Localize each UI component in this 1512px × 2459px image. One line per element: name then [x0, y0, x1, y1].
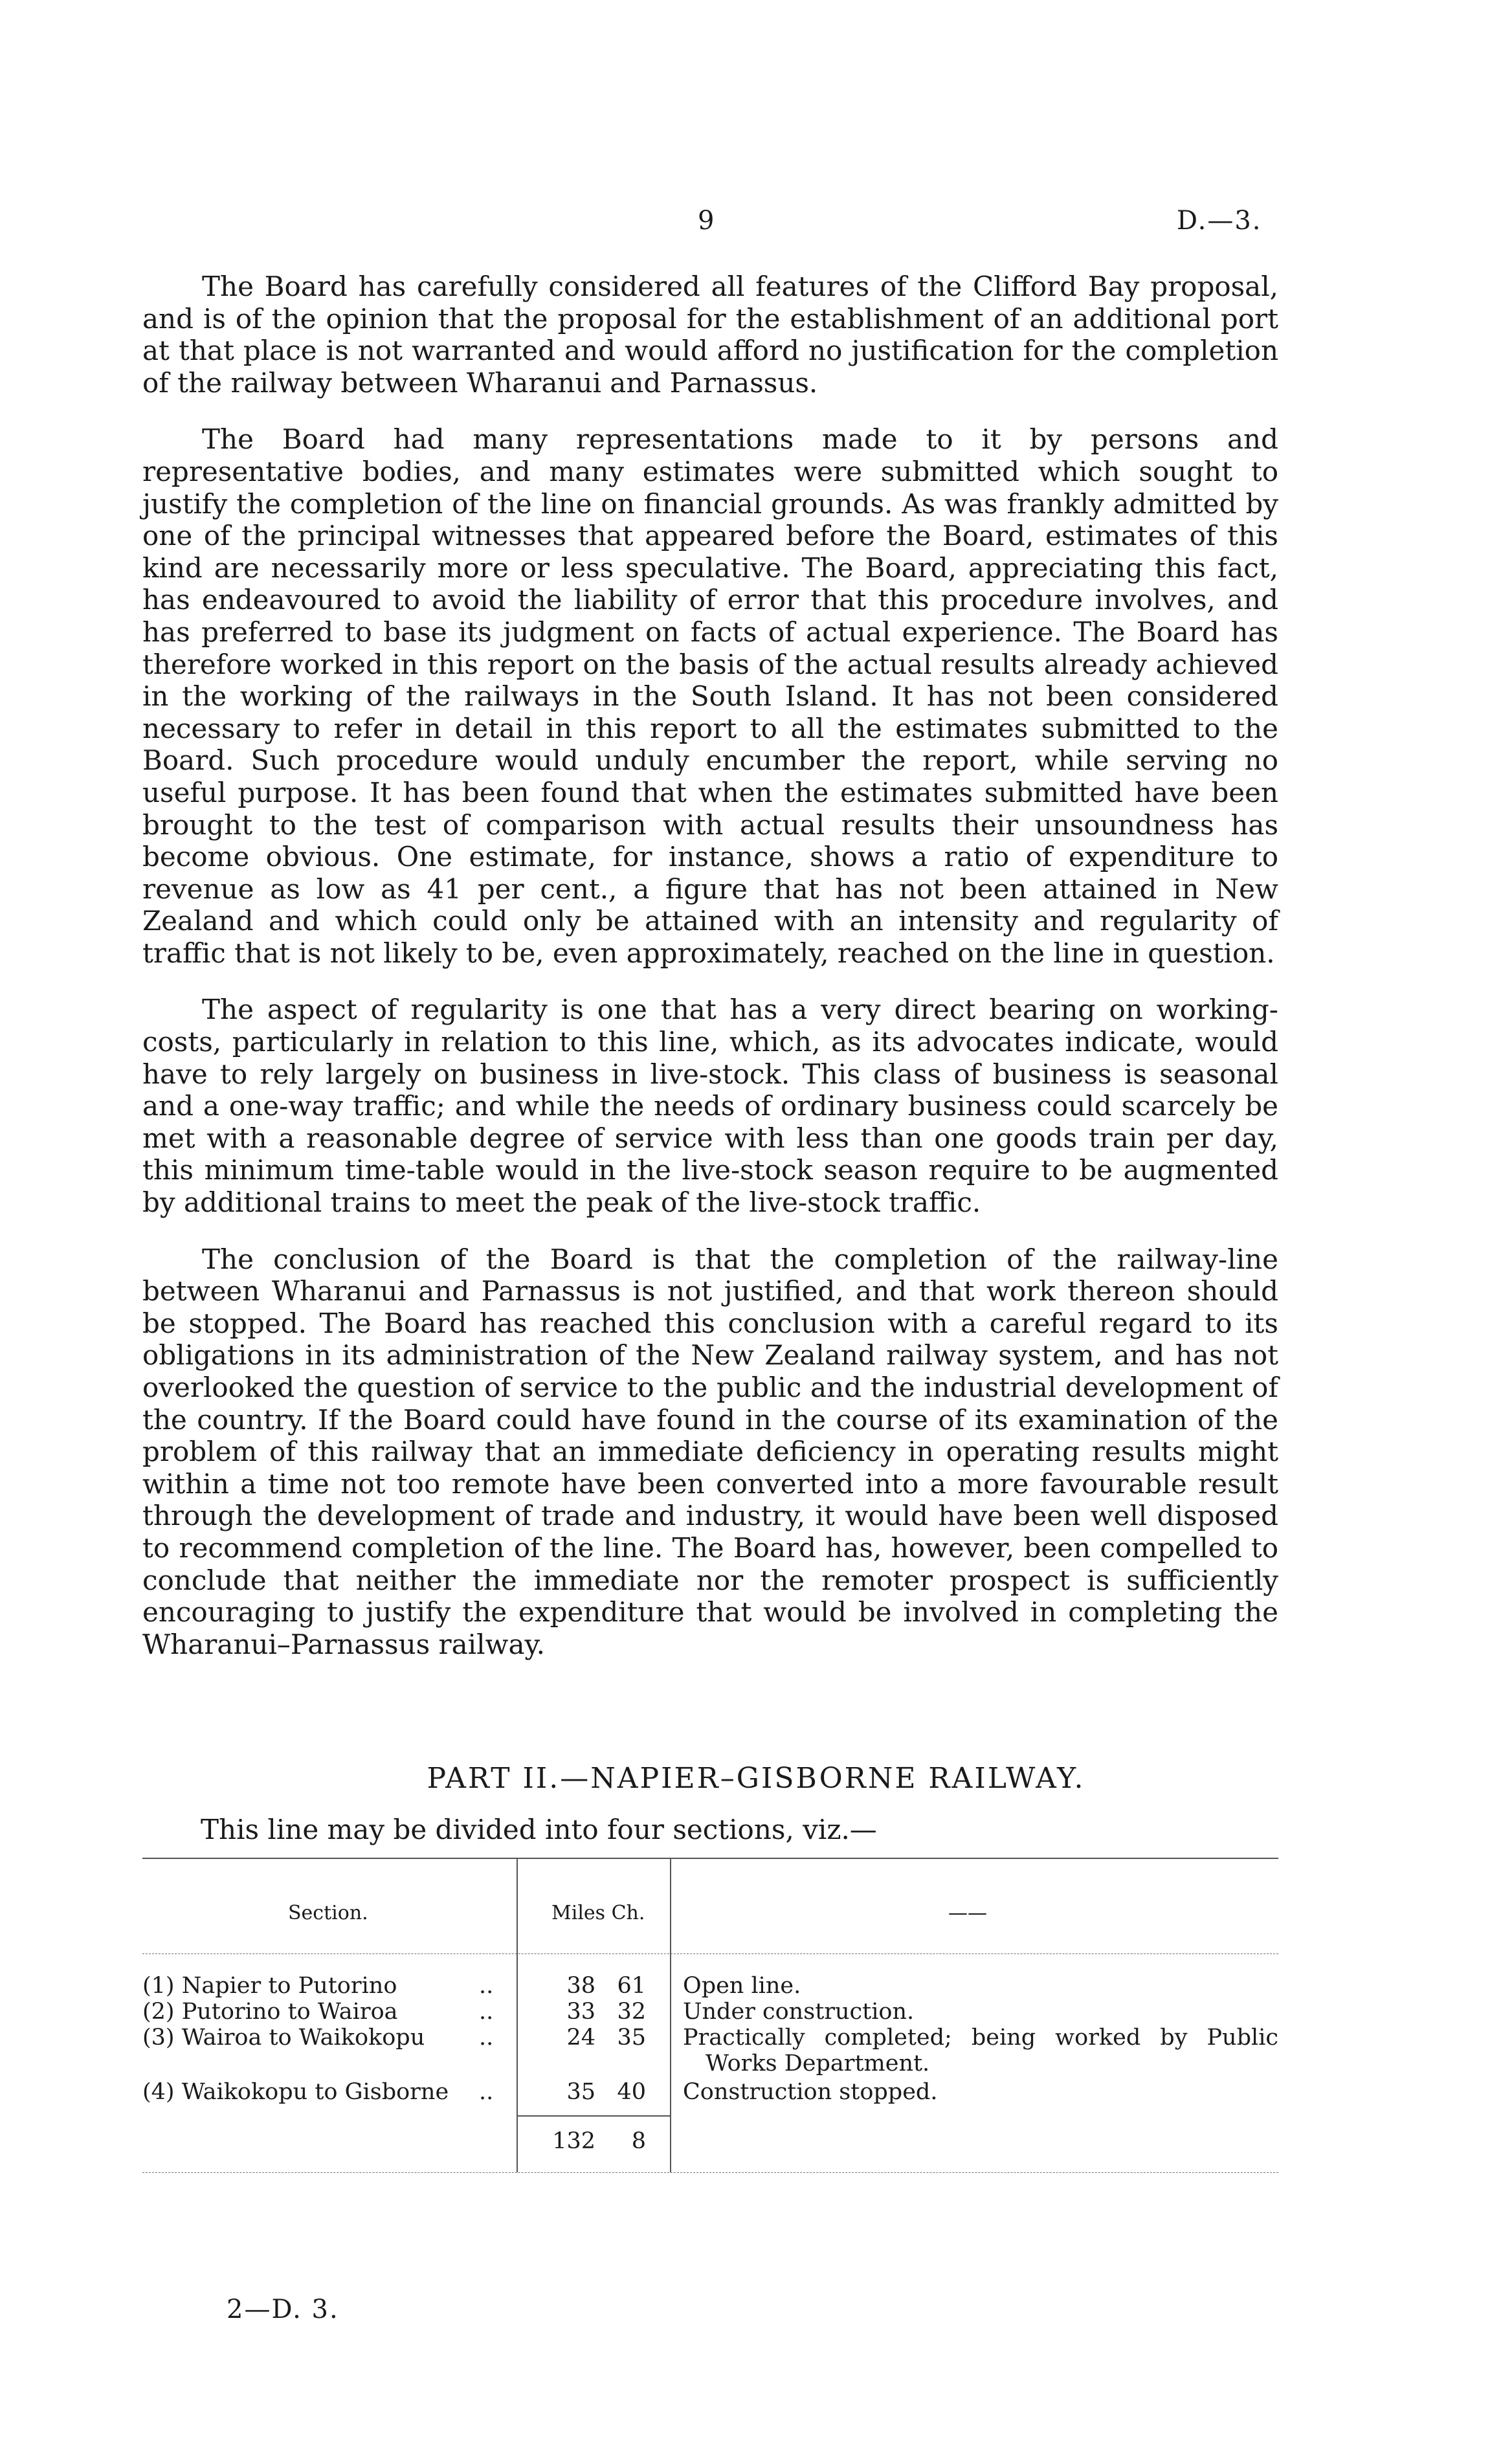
- table-row: [142, 1999, 1278, 2027]
- miles-value: 35: [566, 2079, 595, 2105]
- section-name: (4) Waikokopu to Gisborne: [142, 2079, 449, 2105]
- header-rule: [142, 1953, 1278, 1954]
- chains-value: 40: [617, 2079, 646, 2105]
- paragraph-regularity: The aspect of regularity is one that has a very direct bearing on working-costs, particularly in relation to this line, which, as its advocates indicate, would have to rely largely on business in live-stock. This class of business is seasonal and a one-way traffic; and while the needs of ordinary business could scarcely be met with a reasonable degree of service with less than one goods train per day, this minimum time-table would in the live-stock season require to be augmented by additional trains to meet the peak of the live-stock traffic.: [142, 994, 1278, 1219]
- table-bottom-rule: [142, 2172, 1278, 2173]
- section-name: (2) Putorino to Wairoa: [142, 1999, 398, 2025]
- sections-table: [142, 1858, 1278, 2185]
- part-intro: This line may be divided into four sections, viz.—: [201, 1814, 877, 1845]
- remark-text: Practically completed; being worked by Public: [683, 2025, 1278, 2051]
- total-miles: 132: [552, 2128, 595, 2154]
- miles-value: 38: [566, 1973, 595, 1999]
- total-row: [142, 2128, 1278, 2157]
- table-row: [142, 1973, 1278, 2001]
- page-number: 9: [698, 206, 715, 236]
- part-heading: PART II.—NAPIER–GISBORNE RAILWAY.: [427, 1762, 1085, 1795]
- miles-value: 33: [566, 1999, 595, 2025]
- remark-text: Construction stopped.: [683, 2079, 938, 2105]
- table-top-rule: [142, 1858, 1278, 1859]
- section-name: (3) Wairoa to Waikokopu: [142, 2025, 425, 2051]
- remarks-column-header: ——: [948, 1902, 987, 1924]
- leader-dots: ..: [479, 1973, 494, 1999]
- document-reference: D.—3.: [1177, 206, 1262, 236]
- leader-dots: ..: [479, 2079, 494, 2105]
- paragraph-representations: The Board had many representations made to it by persons and representative bodies, and many estimates were submitted which sought to justify the completion of the line on financial grounds. As was frankly admitted by one of the principal witnesses that appeared before the Board, estimates of this kind are necessarily more or less speculative. The Board, appreciating this fact, has endeavoured to avoid the liability of error that this procedure involves, and has preferred to base its judgment on facts of actual experience. The Board has therefore worked in this report on the basis of the actual results already achieved in the working of the railways in the South Island. It has not been considered necessary to refer in detail in this report to all the estimates submitted to the Board. Such procedure would unduly encumber the report, while serving no useful purpose. It has been found that when the estimates submitted have been brought to the test of comparison with actual results their unsoundness has become obvious. One estimate, for instance, shows a ratio of expenditure to revenue as low as 41 per cent., a figure that has not been attained in New Zealand and which could only be attained with an intensity and regularity of traffic that is not likely to be, even approximately, reached on the line in question.: [142, 423, 1278, 969]
- chains-value: 35: [617, 2025, 646, 2051]
- chains-value: 32: [617, 1999, 646, 2025]
- remark-text: Open line.: [683, 1973, 801, 1999]
- miles-value: 24: [566, 2025, 595, 2051]
- table-row: [142, 2025, 1278, 2079]
- section-name: (1) Napier to Putorino: [142, 1973, 397, 1999]
- remark-text: Under construction.: [683, 1999, 915, 2025]
- page-header: [0, 206, 1512, 245]
- table-row: [142, 2079, 1278, 2108]
- leader-dots: ..: [479, 1999, 494, 2025]
- total-rule: [517, 2115, 670, 2117]
- paragraph-conclusion: The conclusion of the Board is that the completion of the railway-line between Wharanui and Parnassus is not justified, and that work thereon should be stopped. The Board has reached this conclusion with a careful regard to its obligations in its administration of the New Zealand railway system, and has not overlooked the question of service to the public and the industrial development of the country. If the Board could have found in the course of its examination of the problem of this railway that an immediate deficiency in operating results might within a time not too remote have been converted into a more favourable result through the development of trade and industry, it would have been well disposed to recommend completion of the line. The Board has, however, been compelled to conclude that neither the immediate nor the remoter prospect is sufficiently encouraging to justify the expenditure that would be involved in completing the Wharanui–Parnassus railway.: [142, 1243, 1278, 1660]
- paragraph-clifford-bay: The Board has carefully considered all features of the Clifford Bay proposal, and is of the opinion that the proposal for the establishment of an additional port at that place is not warranted and would afford no justification for the completion of the railway between Wharanui and Parnassus.: [142, 271, 1278, 399]
- leader-dots: ..: [479, 2025, 494, 2051]
- total-chains: 8: [631, 2128, 646, 2154]
- chains-value: 61: [617, 1973, 646, 1999]
- remark-continuation: Works Department.: [706, 2051, 930, 2076]
- signature-mark: 2—D. 3.: [227, 2295, 339, 2324]
- body-text: [142, 271, 1278, 1685]
- section-column-header: Section.: [288, 1902, 368, 1924]
- miles-column-header: Miles Ch.: [551, 1902, 645, 1924]
